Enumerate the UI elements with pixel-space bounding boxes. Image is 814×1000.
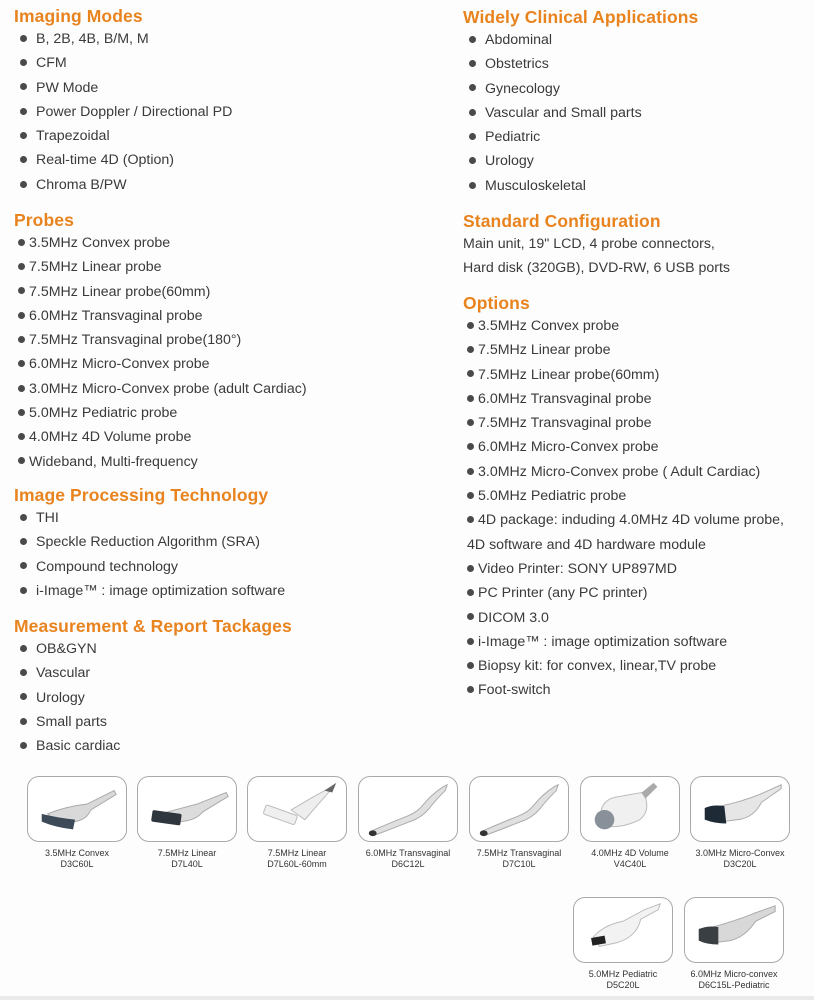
list-item-text: 3.5MHz Convex probe — [29, 235, 171, 251]
imaging-modes-heading: Imaging Modes — [14, 6, 143, 26]
probe-caption — [237, 848, 357, 870]
list-item-text: PW Mode — [36, 79, 99, 96]
list-item — [463, 435, 784, 459]
list-item-text: Video Printer: SONY UP897MD — [478, 560, 677, 577]
list-item — [14, 328, 307, 352]
image-processing-list — [14, 506, 285, 603]
probe-model: D7L60L-60mm — [267, 859, 327, 869]
clinical-applications-section — [463, 6, 698, 198]
bullet-icon — [467, 565, 474, 572]
list-item-text: Vascular and Small parts — [485, 104, 642, 121]
list-item-text: PC Printer (any PC printer) — [478, 585, 648, 602]
bullet-icon — [20, 35, 27, 42]
bullet-icon — [20, 108, 27, 115]
list-item-text: 6.0MHz Transvaginal probe — [29, 307, 203, 324]
probe-card — [358, 776, 458, 842]
list-item-text: 3.0MHz Micro-Convex probe (adult Cardiac) — [29, 380, 307, 397]
probe-caption — [570, 848, 690, 870]
list-item-text: 5.0MHz Pediatric probe — [478, 488, 627, 505]
list-item-text: i-Image™ : image optimization software — [36, 582, 286, 599]
bullet-icon — [18, 263, 25, 270]
probe-card — [573, 897, 673, 963]
list-item-text: Obstetrics — [485, 56, 549, 73]
list-item-text: 7.5MHz Linear probe — [478, 342, 611, 359]
bullet-icon — [469, 60, 476, 67]
bullet-icon — [18, 433, 25, 440]
bullet-icon — [467, 370, 474, 377]
bullet-icon — [467, 516, 474, 523]
list-item-text: 4D package: induding 4.0MHz 4D volume probe, — [478, 512, 784, 529]
list-item-text: Biopsy kit: for convex, linear,TV probe — [478, 658, 717, 675]
measurement-heading: Measurement & Report Tackages — [14, 616, 292, 636]
bullet-icon — [467, 638, 474, 645]
list-item — [463, 508, 784, 532]
bullet-icon — [467, 395, 474, 402]
options-list — [463, 314, 784, 703]
list-item-text: Abdominal — [485, 32, 553, 48]
list-item-text: Chroma B/PW — [36, 176, 127, 193]
list-item — [463, 630, 784, 654]
list-item-text: Small parts — [36, 713, 107, 730]
list-item-text: 7.5MHz Linear probe(60mm) — [478, 366, 660, 383]
list-item — [463, 149, 698, 173]
probe-caption — [348, 848, 468, 870]
list-item-text: i-Image™ : image optimization software — [478, 633, 728, 650]
probe-card — [247, 776, 347, 842]
list-item-text: CFM — [36, 55, 67, 72]
list-item — [14, 304, 307, 328]
image-processing-heading: Image Processing Technology — [14, 485, 269, 505]
list-item-text: Real-time 4D (Option) — [36, 152, 174, 169]
list-item — [14, 530, 285, 554]
bullet-icon — [467, 492, 474, 499]
probe-caption — [674, 969, 794, 991]
bullet-icon — [20, 562, 27, 569]
bullet-icon — [469, 36, 476, 43]
list-item — [463, 581, 784, 605]
probe-card — [684, 897, 784, 963]
list-item — [463, 654, 784, 678]
probe-caption — [127, 848, 247, 870]
list-item-text: DICOM 3.0 — [478, 609, 549, 626]
list-item — [14, 579, 285, 603]
list-item-text: 7.5MHz Linear probe(60mm) — [29, 283, 211, 300]
probe-caption — [459, 848, 579, 870]
list-item-text: 4.0MHz 4D Volume probe — [29, 429, 192, 446]
list-item — [14, 231, 307, 255]
list-item — [463, 125, 698, 149]
probe-model: D3C20L — [723, 859, 757, 869]
bottom-strip — [0, 996, 814, 1000]
probe-name: 7.5MHz Transvaginal — [476, 848, 562, 858]
probes-section — [14, 209, 307, 474]
probe-caption — [680, 848, 800, 870]
list-item — [463, 52, 698, 76]
list-item-text: Power Doppler / Directional PD — [36, 103, 233, 120]
bullet-icon — [20, 538, 27, 545]
list-item — [14, 710, 292, 734]
probe-name: 6.0MHz Micro-convex — [690, 969, 778, 979]
list-item-text: 6.0MHz Micro-Convex probe — [478, 439, 659, 456]
measurement-section — [14, 615, 292, 758]
list-item-text: B, 2B, 4B, B/M, M — [36, 31, 149, 47]
list-item — [463, 484, 784, 508]
options-heading: Options — [463, 293, 530, 313]
probe-name: 4.0MHz 4D Volume — [591, 848, 669, 858]
probe-model: V4C40L — [613, 859, 647, 869]
list-item — [463, 101, 698, 125]
list-item-text: Trapezoidal — [36, 128, 110, 145]
standard-configuration-line: Hard disk (320GB), DVD-RW, 6 USB ports — [463, 260, 731, 277]
probe-card — [137, 776, 237, 842]
list-item — [14, 124, 232, 148]
imaging-modes-list — [14, 27, 232, 197]
list-item — [14, 637, 292, 661]
bullet-icon — [20, 514, 27, 521]
list-item — [463, 411, 784, 435]
list-item-text: 7.5MHz Transvaginal probe — [478, 415, 652, 432]
probe-model: D7L40L — [171, 859, 203, 869]
measurement-list — [14, 637, 292, 758]
image-processing-section — [14, 484, 285, 603]
list-item-text: Foot-switch — [478, 682, 551, 699]
list-item — [463, 28, 698, 52]
probe-name: 3.0MHz Micro-Convex — [695, 848, 785, 858]
list-item-text: Gynecology — [485, 80, 560, 97]
list-item — [14, 352, 307, 376]
bullet-icon — [18, 336, 25, 343]
list-item-text: 6.0MHz Micro-Convex probe — [29, 356, 210, 373]
probes-heading: Probes — [14, 210, 74, 230]
bullet-icon — [18, 287, 25, 294]
list-item — [463, 77, 698, 101]
list-item — [463, 606, 784, 630]
bullet-icon — [20, 181, 27, 188]
bullet-icon — [20, 587, 27, 594]
list-item-text: 7.5MHz Transvaginal probe(180°) — [29, 332, 242, 349]
list-item-text: Urology — [36, 689, 85, 706]
list-item — [463, 363, 784, 387]
probe-model: D6C15L-Pediatric — [698, 980, 770, 990]
bullet-icon — [469, 133, 476, 140]
list-item-text: 7.5MHz Linear probe — [29, 259, 162, 276]
probe-card — [469, 776, 569, 842]
list-item-text: Wideband, Multi-frequency — [29, 453, 198, 470]
bullet-icon — [20, 742, 27, 749]
list-item — [14, 506, 285, 530]
list-item — [463, 338, 784, 362]
standard-configuration-heading: Standard Configuration — [463, 211, 661, 231]
list-item — [14, 280, 307, 304]
bullet-icon — [467, 443, 474, 450]
bullet-icon — [18, 239, 25, 246]
probe-card — [27, 776, 127, 842]
list-item-text: Vascular — [36, 665, 91, 682]
probe-model: D5C20L — [606, 980, 640, 990]
bullet-icon — [469, 157, 476, 164]
list-item-text: 5.0MHz Pediatric probe — [29, 405, 178, 422]
bullet-icon — [20, 156, 27, 163]
list-item-text: THI — [36, 510, 59, 526]
probe-name: 7.5MHz Linear — [267, 848, 327, 858]
list-item — [14, 401, 307, 425]
list-item-text: Speckle Reduction Algorithm (SRA) — [36, 534, 260, 551]
list-item — [14, 173, 232, 197]
bullet-icon — [20, 83, 27, 90]
list-item-text: Pediatric — [485, 129, 541, 146]
list-item — [14, 555, 285, 579]
standard-configuration-section — [463, 210, 730, 281]
list-item-text: OB&GYN — [36, 641, 97, 657]
list-item — [14, 425, 307, 449]
list-item-text: 6.0MHz Transvaginal probe — [478, 390, 652, 407]
bullet-icon — [467, 686, 474, 693]
bullet-icon — [18, 457, 25, 464]
probe-model: D7C10L — [502, 859, 536, 869]
list-item-text: Musculoskeletal — [485, 177, 586, 194]
bullet-icon — [467, 468, 474, 475]
bullet-icon — [467, 419, 474, 426]
list-item — [463, 387, 784, 411]
bullet-icon — [467, 662, 474, 669]
list-item — [14, 686, 292, 710]
bullet-icon — [467, 346, 474, 353]
bullet-icon — [18, 385, 25, 392]
bullet-icon — [18, 360, 25, 367]
probe-caption — [17, 848, 137, 870]
probe-name: 6.0MHz Transvaginal — [365, 848, 451, 858]
bullet-icon — [467, 322, 474, 329]
clinical-applications-heading: Widely Clinical Applications — [463, 7, 699, 27]
clinical-applications-list — [463, 28, 698, 198]
list-item — [14, 450, 307, 474]
probe-name: 3.5MHz Convex — [44, 848, 110, 858]
list-item-text: 3.0MHz Micro-Convex probe ( Adult Cardiac) — [478, 463, 761, 480]
options-section — [463, 292, 784, 703]
list-item-text: Compound technology — [36, 558, 178, 575]
probe-model: D3C60L — [60, 859, 94, 869]
bullet-icon — [469, 182, 476, 189]
probe-name: 7.5MHz Linear — [157, 848, 217, 858]
list-item — [14, 148, 232, 172]
bullet-icon — [20, 59, 27, 66]
probes-list — [14, 231, 307, 474]
probe-model: D6C12L — [391, 859, 425, 869]
list-item-text: 3.5MHz Convex probe — [478, 318, 620, 334]
list-item-text: Urology — [485, 153, 534, 170]
probe-card — [690, 776, 790, 842]
list-item — [14, 27, 232, 51]
probe-card — [580, 776, 680, 842]
list-item — [14, 377, 307, 401]
bullet-icon — [467, 613, 474, 620]
list-item — [463, 557, 784, 581]
list-item — [463, 678, 784, 702]
list-item — [14, 661, 292, 685]
standard-configuration-line: Main unit, 19" LCD, 4 probe connectors, — [463, 236, 715, 252]
list-item — [14, 734, 292, 758]
probe-caption — [563, 969, 683, 991]
list-item — [463, 460, 784, 484]
list-item — [14, 51, 232, 75]
imaging-modes-section — [14, 5, 232, 197]
bullet-icon — [18, 409, 25, 416]
list-item — [463, 314, 784, 338]
list-item — [14, 255, 307, 279]
bullet-icon — [20, 645, 27, 652]
bullet-icon — [18, 312, 25, 319]
bullet-icon — [469, 84, 476, 91]
bullet-icon — [469, 109, 476, 116]
probe-name: 5.0MHz Pediatric — [588, 969, 658, 979]
list-item-continuation: 4D software and 4D hardware module — [467, 536, 706, 553]
bullet-icon — [20, 718, 27, 725]
list-item — [14, 100, 232, 124]
bullet-icon — [20, 669, 27, 676]
list-item — [463, 174, 698, 198]
list-item-text: Basic cardiac — [36, 738, 121, 755]
bullet-icon — [467, 589, 474, 596]
bullet-icon — [20, 132, 27, 139]
bullet-icon — [20, 693, 27, 700]
list-item — [14, 76, 232, 100]
